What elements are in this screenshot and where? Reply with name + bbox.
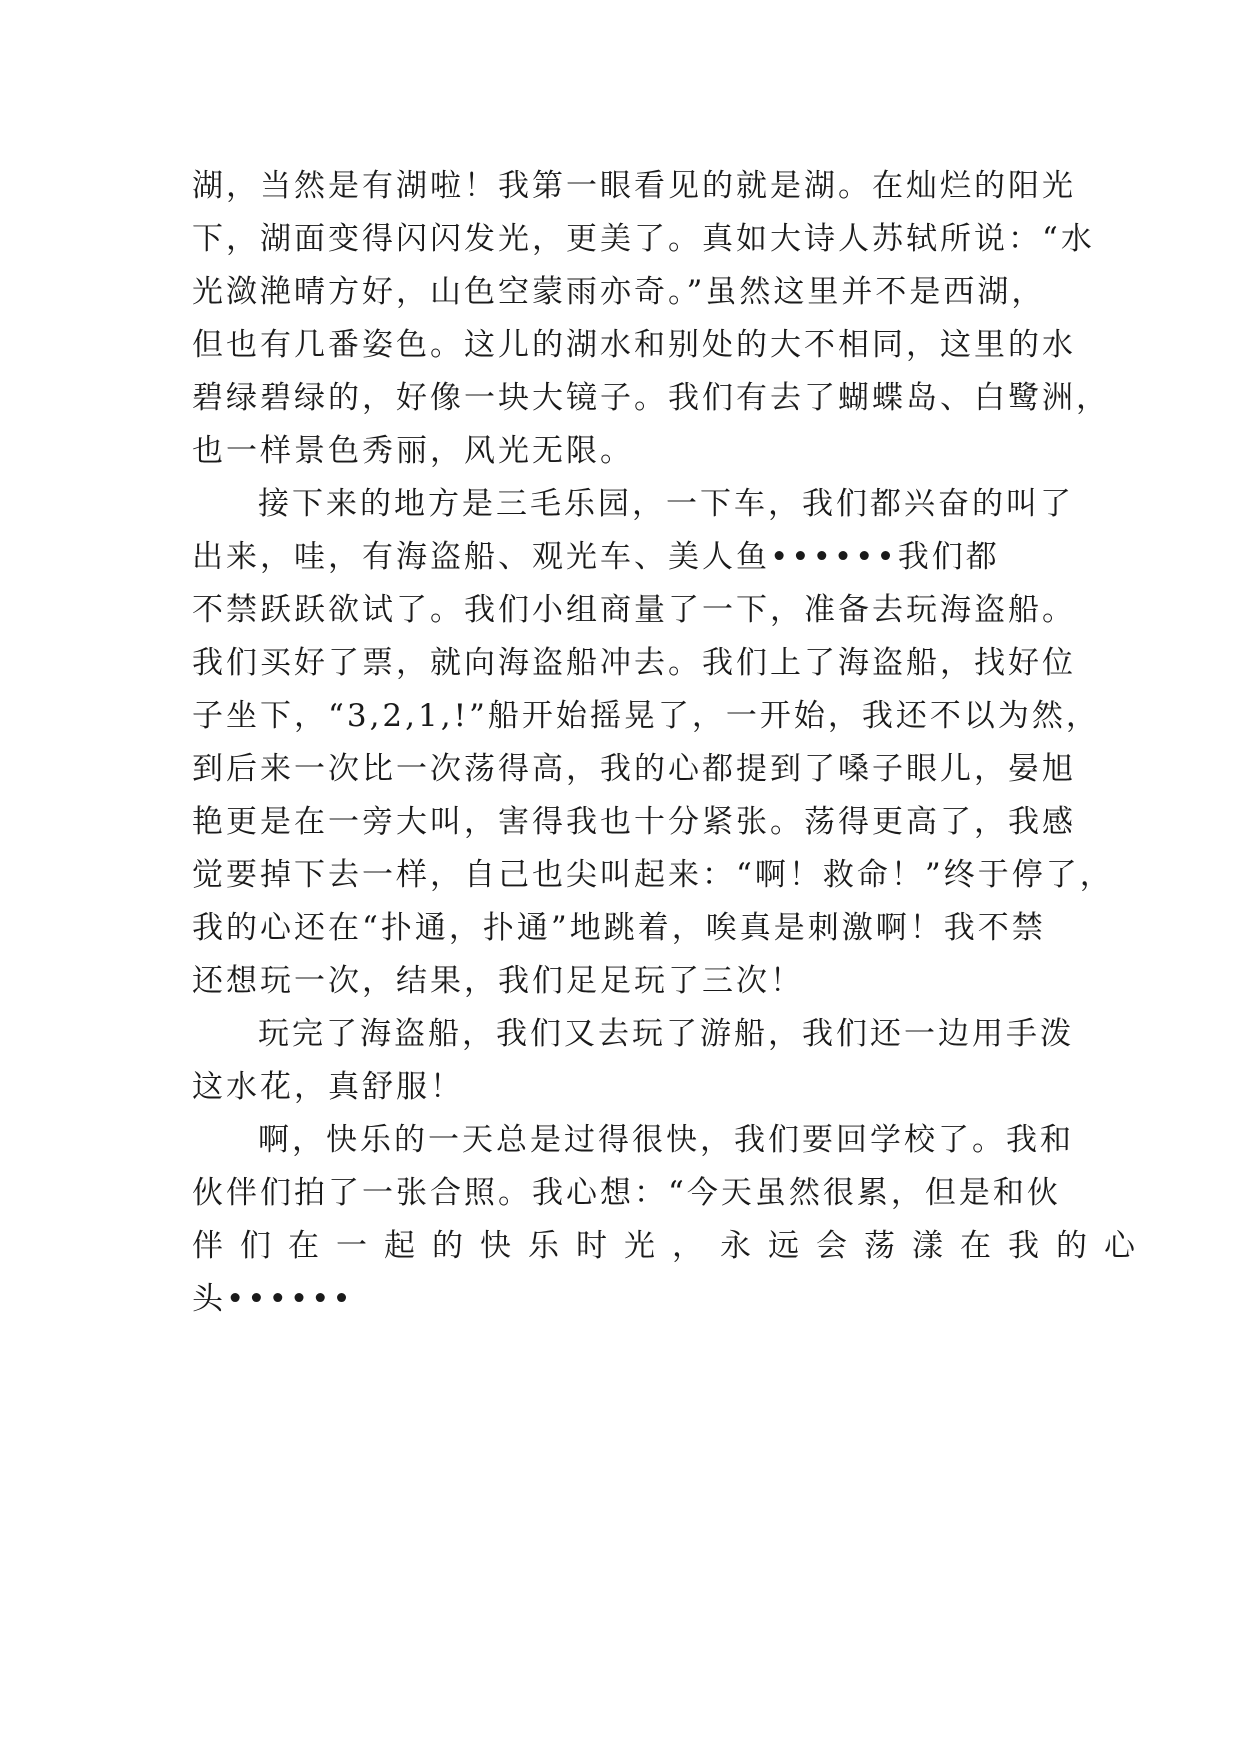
text-line: 我的心还在“扑通，扑通”地跳着，唉真是刺激啊！我不禁 — [192, 910, 1046, 946]
text-line: 不禁跃跃欲试了。我们小组商量了一下，准备去玩海盗船。 — [192, 592, 1076, 628]
text-line: 光潋滟晴方好，山色空蒙雨亦奇。”虽然这里并不是西湖， — [192, 274, 1046, 310]
text-line: 但也有几番姿色。这儿的湖水和别处的大不相同，这里的水 — [192, 327, 1076, 363]
text-line: 到后来一次比一次荡得高，我的心都提到了嗓子眼儿，晏旭 — [192, 751, 1076, 787]
text-line: 这水花，真舒服！ — [192, 1069, 464, 1105]
paragraph-start-line: 接下来的地方是三毛乐园，一下车，我们都兴奋的叫了 — [258, 486, 1074, 522]
text-line: 子坐下，“3,2,1,!”船开始摇晃了，一开始，我还不以为然， — [192, 698, 1100, 734]
paragraph-start-line: 啊，快乐的一天总是过得很快，我们要回学校了。我和 — [258, 1122, 1074, 1158]
text-line: 碧绿碧绿的，好像一块大镜子。我们有去了蝴蝶岛、白鹭洲， — [192, 380, 1110, 416]
text-line: 下，湖面变得闪闪发光，更美了。真如大诗人苏轼所说：“水 — [192, 221, 1095, 257]
text-line: 头•••••• — [192, 1281, 354, 1317]
text-line: 我们买好了票，就向海盗船冲去。我们上了海盗船，找好位 — [192, 645, 1076, 681]
text-line: 艳更是在一旁大叫，害得我也十分紧张。荡得更高了，我感 — [192, 804, 1076, 840]
text-line: 还想玩一次，结果，我们足足玩了三次！ — [192, 963, 804, 999]
text-line: 伙伴们拍了一张合照。我心想：“今天虽然很累，但是和伙 — [192, 1175, 1061, 1211]
text-line: 觉要掉下去一样，自己也尖叫起来：“啊！救命！”终于停了， — [192, 857, 1114, 893]
essay-body — [192, 160, 1152, 1326]
text-line: 也一样景色秀丽，风光无限。 — [192, 433, 634, 469]
text-line: 伴们在一起的快乐时光，永远会荡漾在我的心 — [192, 1228, 1152, 1264]
text-line: 出来，哇，有海盗船、观光车、美人鱼••••••我们都 — [192, 539, 1000, 575]
text-line: 湖，当然是有湖啦！我第一眼看见的就是湖。在灿烂的阳光 — [192, 168, 1076, 204]
paragraph-start-line: 玩完了海盗船，我们又去玩了游船，我们还一边用手泼 — [258, 1016, 1074, 1052]
